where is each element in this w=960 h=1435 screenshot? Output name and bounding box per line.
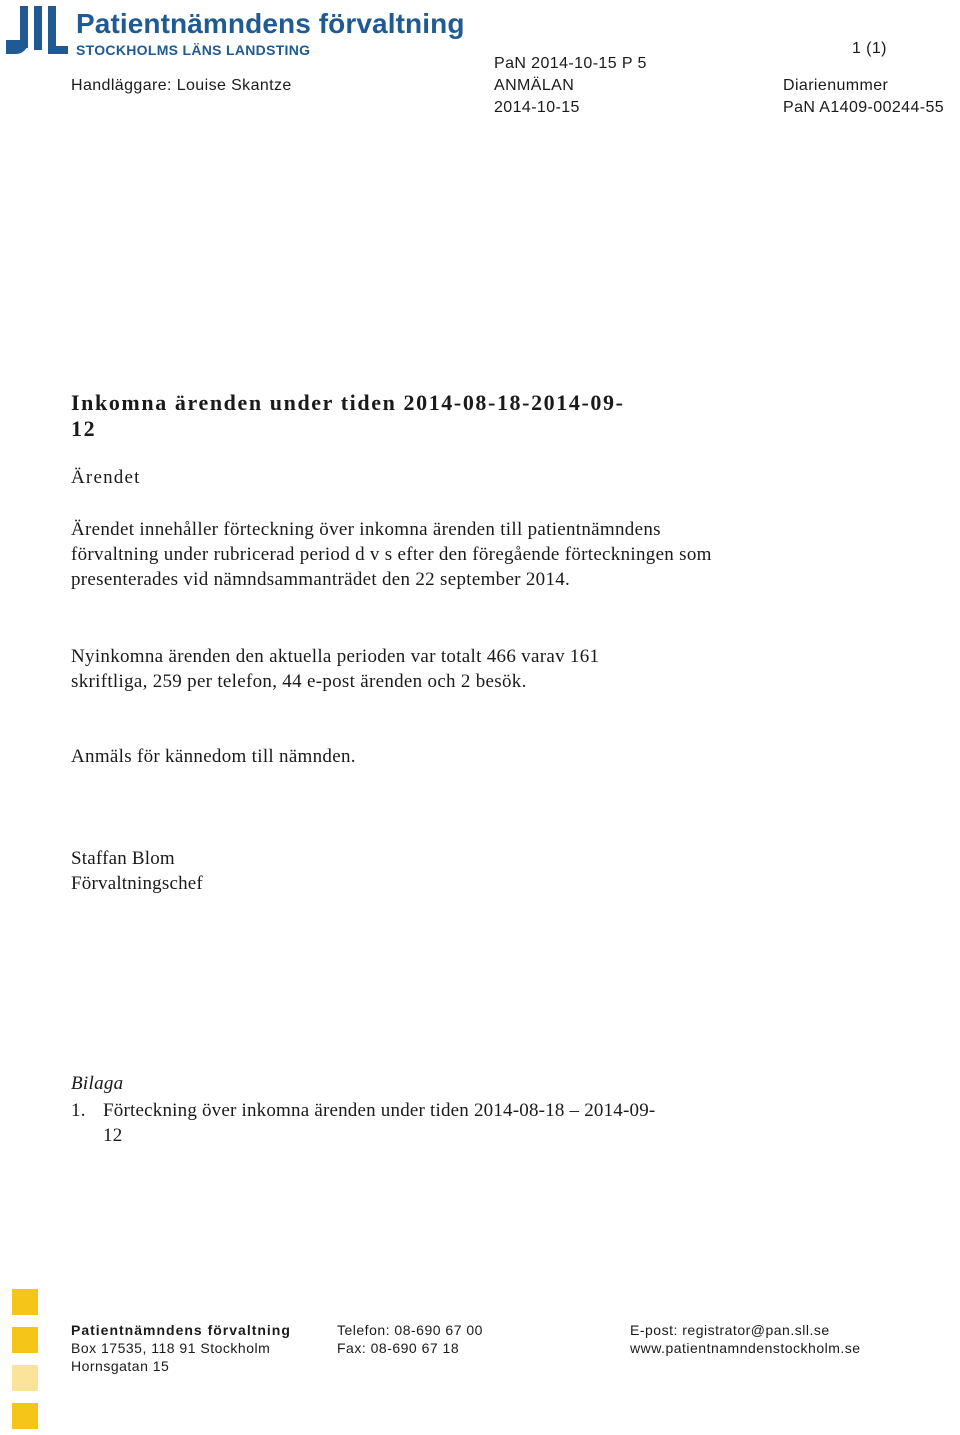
attachment-number: 1.: [71, 1100, 86, 1121]
footer-street: Hornsgatan 15: [71, 1358, 170, 1374]
paragraph-notice: Anmäls för kännedom till nämnden.: [71, 746, 356, 767]
diary-label: Diarienummer: [783, 77, 889, 94]
attachment-text: Förteckning över inkomna ärenden under tiden 2014-08-18 – 2014-09-12: [103, 1100, 656, 1146]
footer-square: [12, 1365, 38, 1391]
diary-number: PaN A1409-00244-55: [783, 99, 945, 116]
footer-square: [12, 1327, 38, 1353]
logo-title: Patientnämndens förvaltning: [76, 8, 465, 39]
footer-fax: Fax: 08-690 67 18: [337, 1340, 460, 1356]
attachment-label: Bilaga: [71, 1073, 124, 1094]
document-heading: Inkomna ärenden under tiden 2014-08-18-2014-09-12: [71, 390, 625, 441]
paragraph-statistics: Nyinkomna ärenden den aktuella perioden var totalt 466 varav 161 skriftliga, 259 per telefon, 44 e-post ärenden och 2 besök.: [71, 646, 600, 692]
attachment-item: [71, 1098, 691, 1148]
sll-logo-mark-icon: [4, 6, 70, 58]
document-type: ANMÄLAN: [494, 77, 575, 94]
logo: [4, 6, 484, 62]
footer-email-link[interactable]: E-post: registrator@pan.sll.se: [630, 1322, 830, 1338]
signature-title: Förvaltningschef: [71, 873, 203, 894]
section-heading: Ärendet: [71, 467, 141, 488]
footer-website-link[interactable]: www.patientnamndenstockholm.se: [630, 1340, 861, 1356]
logo-subtitle: STOCKHOLMS LÄNS LANDSTING: [76, 42, 311, 58]
page-number: 1 (1): [852, 40, 887, 57]
footer-org-name: Patientnämndens förvaltning: [71, 1322, 291, 1338]
footer-square: [12, 1289, 38, 1315]
meeting-reference: PaN 2014-10-15 P 5: [494, 55, 647, 72]
handler: Handläggare: Louise Skantze: [71, 77, 292, 94]
footer-address: Box 17535, 118 91 Stockholm: [71, 1340, 271, 1356]
footer-phone: Telefon: 08-690 67 00: [337, 1322, 483, 1338]
paragraph-description: Ärendet innehåller förteckning över inkomna ärenden till patientnämndens förvaltning under rubricerad period d v s efter den föregående förteckningen som presenterades vid nämndsammanträdet den 22 september 2014.: [71, 519, 712, 590]
signature-name: Staffan Blom: [71, 848, 175, 869]
footer-square: [12, 1403, 38, 1429]
document-date: 2014-10-15: [494, 99, 580, 116]
